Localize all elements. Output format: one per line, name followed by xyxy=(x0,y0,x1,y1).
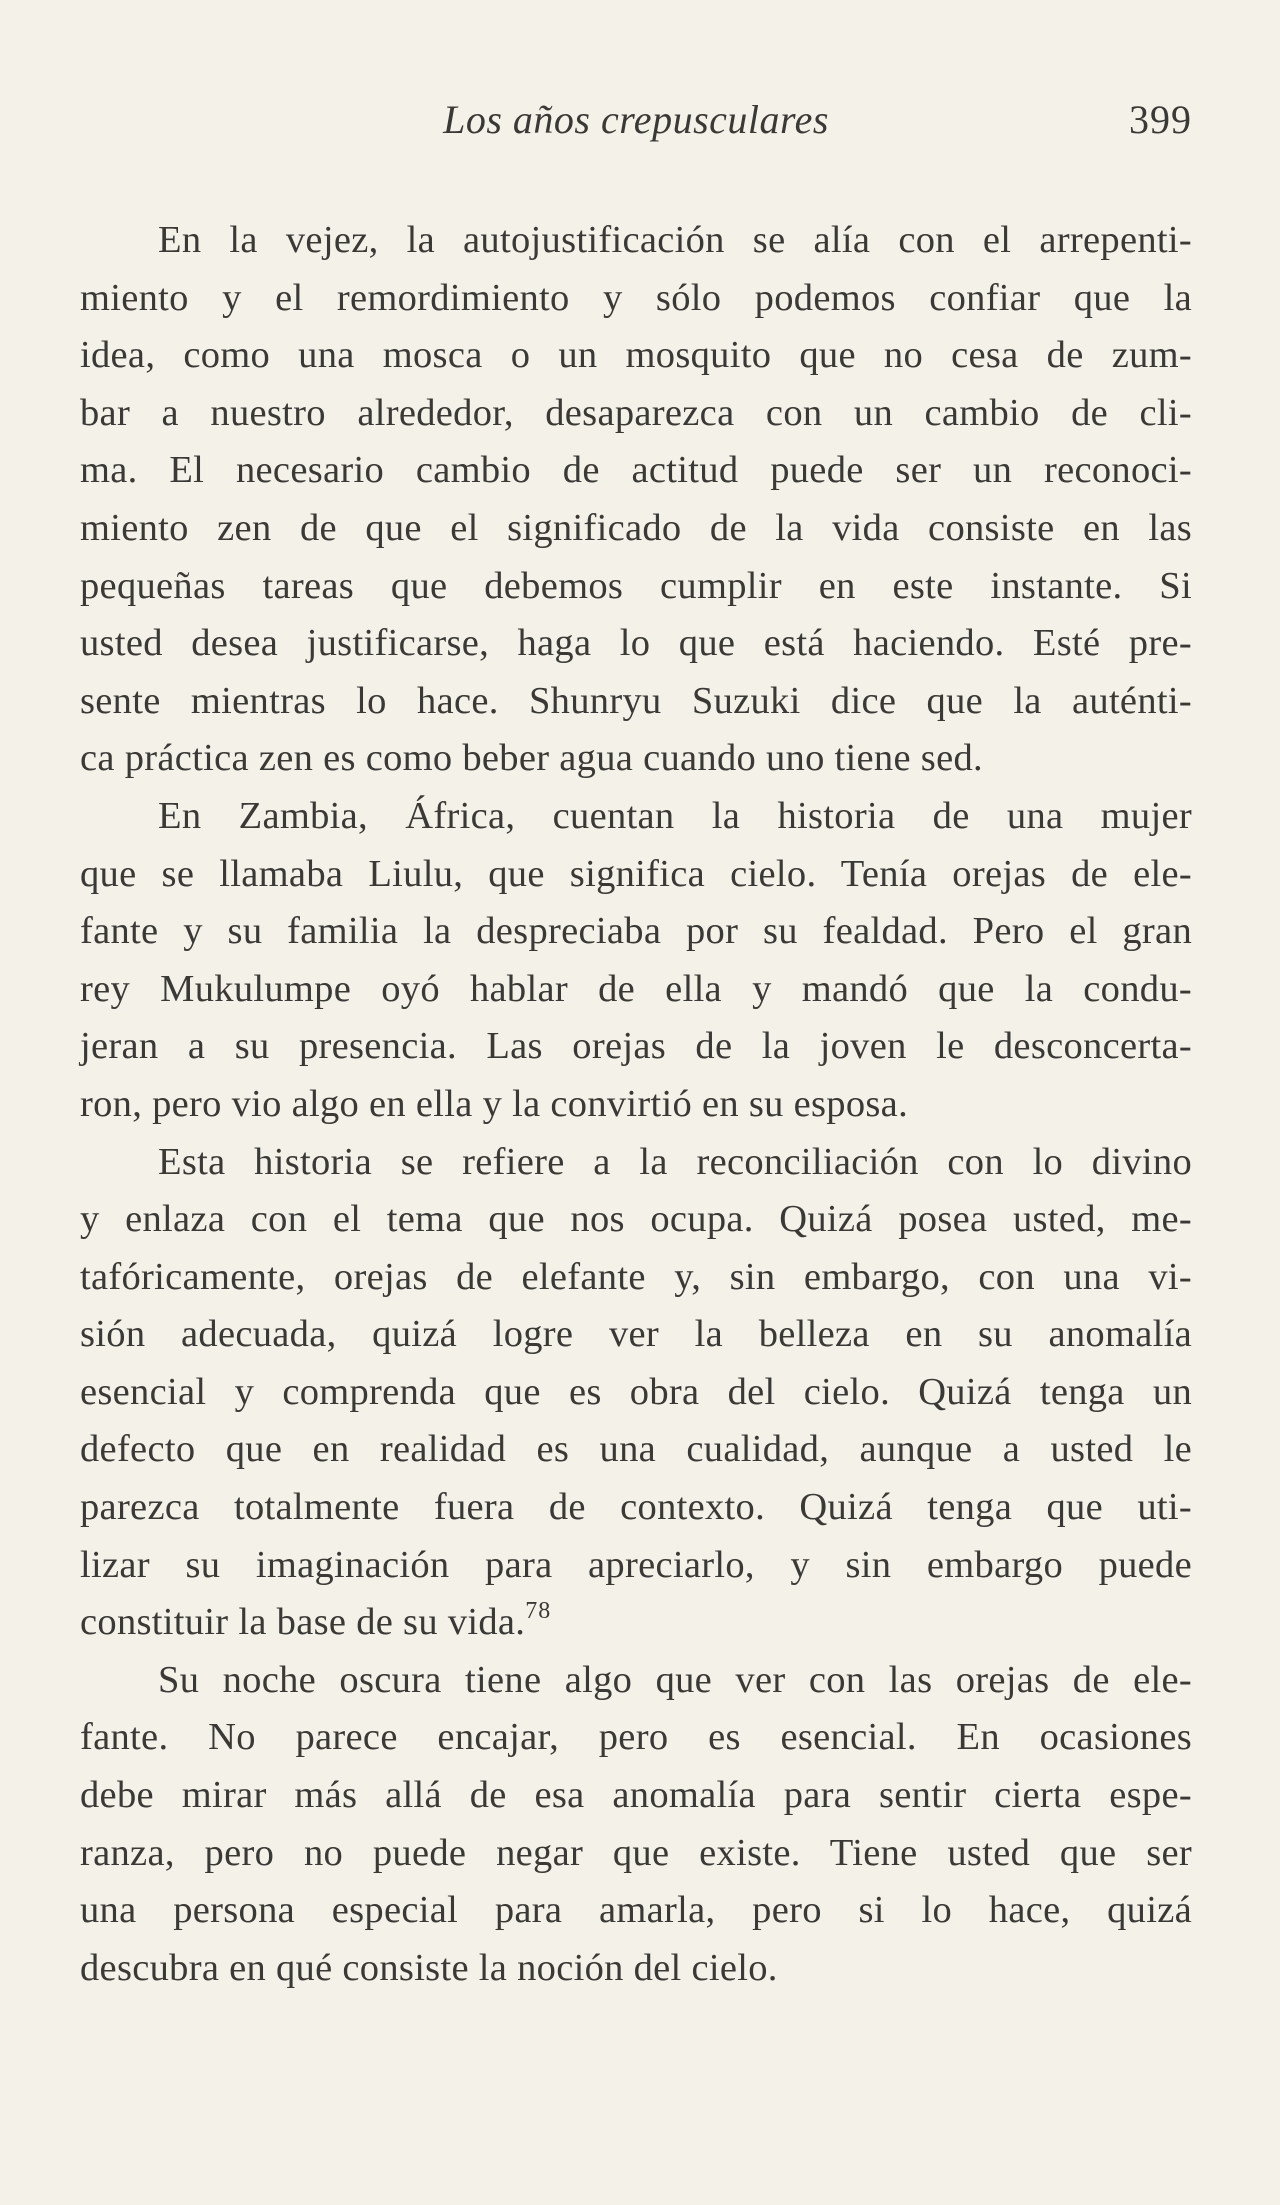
text-line: idea, como una mosca o un mosquito que no cesa de zum- xyxy=(80,334,1192,377)
paragraph-4 xyxy=(80,1652,1192,1998)
text-line: ron, pero vio algo en ella y la convirtió en su esposa. xyxy=(80,1082,908,1125)
text-line: bar a nuestro alrededor, desaparezca con un cambio de cli- xyxy=(80,391,1192,434)
text-line: rey Mukulumpe oyó hablar de ella y mandó que la condu- xyxy=(80,967,1192,1010)
body-text xyxy=(80,212,1192,1997)
text-line-with-footnote xyxy=(80,1594,1192,1652)
text-line: una persona especial para amarla, pero si lo hace, quizá xyxy=(80,1889,1192,1932)
text-line: esencial y comprenda que es obra del cielo. Quizá tenga un xyxy=(80,1370,1192,1413)
text-line: Su noche oscura tiene algo que ver con las orejas de ele- xyxy=(158,1658,1192,1701)
text-line: En la vejez, la autojustificación se alía con el arrepenti- xyxy=(158,219,1192,261)
text-line: pequeñas tareas que debemos cumplir en este instante. Si xyxy=(80,564,1192,607)
text-line: fante. No parece encajar, pero es esencial. En ocasiones xyxy=(80,1716,1192,1759)
text-line: parezca totalmente fuera de contexto. Quizá tenga que uti- xyxy=(80,1486,1192,1529)
text-line: ma. El necesario cambio de actitud puede ser un reconoci- xyxy=(80,449,1192,492)
paragraph-2 xyxy=(80,788,1192,1134)
text-line: usted desea justificarse, haga lo que está haciendo. Esté pre- xyxy=(80,622,1192,665)
text-line: tafóricamente, orejas de elefante y, sin embargo, con una vi- xyxy=(80,1255,1192,1298)
footnote-reference[interactable]: 78 xyxy=(525,1598,552,1625)
text-line: debe mirar más allá de esa anomalía para sentir cierta espe- xyxy=(80,1774,1192,1817)
text-line: constituir la base de su vida. xyxy=(80,1601,526,1644)
text-line: sión adecuada, quizá logre ver la belleza en su anomalía xyxy=(80,1313,1192,1356)
text-line: miento y el remordimiento y sólo podemos confiar que la xyxy=(80,276,1192,319)
text-line: descubra en qué consiste la noción del cielo. xyxy=(80,1946,778,1989)
text-line: En Zambia, África, cuentan la historia de una mujer xyxy=(158,794,1192,837)
text-line: fante y su familia la despreciaba por su fealdad. Pero el gran xyxy=(80,910,1192,953)
text-line: lizar su imaginación para apreciarlo, y sin embargo puede xyxy=(80,1543,1192,1586)
text-line: jeran a su presencia. Las orejas de la joven le desconcerta- xyxy=(80,1025,1192,1068)
page-number: 399 xyxy=(1129,97,1192,142)
text-line: sente mientras lo hace. Shunryu Suzuki dice que la auténti- xyxy=(80,679,1192,722)
text-line: miento zen de que el significado de la vida consiste en las xyxy=(80,506,1192,549)
running-title: Los años crepusculares xyxy=(443,97,829,142)
text-line: Esta historia se refiere a la reconciliación con lo divino xyxy=(158,1140,1192,1183)
text-line: que se llamaba Liulu, que significa cielo. Tenía orejas de ele- xyxy=(80,852,1192,895)
text-line: ranza, pero no puede negar que existe. Tiene usted que ser xyxy=(80,1831,1192,1874)
text-line: y enlaza con el tema que nos ocupa. Quizá posea usted, me- xyxy=(80,1198,1192,1241)
text-line: defecto que en realidad es una cualidad, aunque a usted le xyxy=(80,1428,1192,1471)
paragraph-1 xyxy=(80,212,1192,788)
paragraph-3 xyxy=(80,1134,1192,1652)
running-head xyxy=(80,96,1192,156)
text-line: ca práctica zen es como beber agua cuando uno tiene sed. xyxy=(80,737,983,780)
